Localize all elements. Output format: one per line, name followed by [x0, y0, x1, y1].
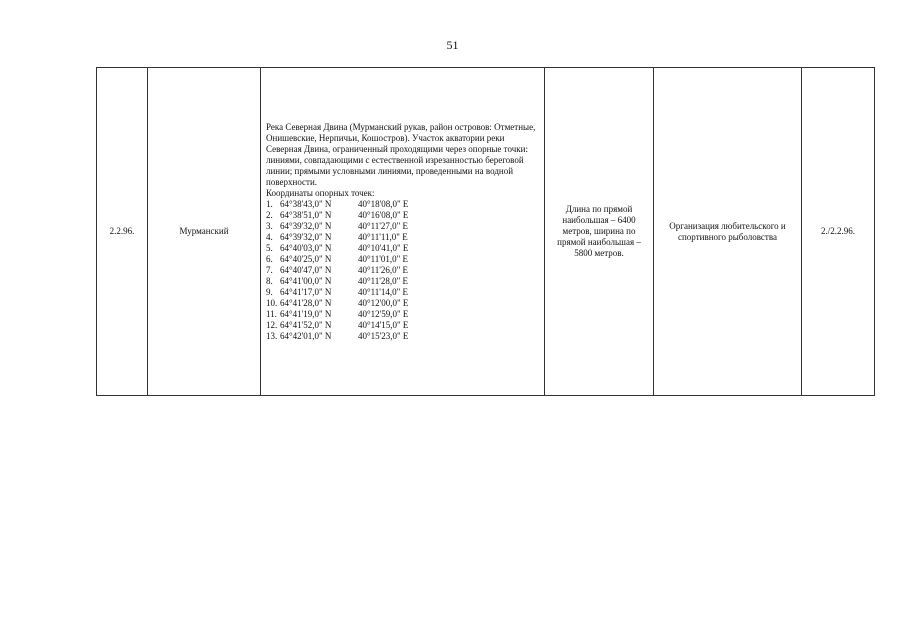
coordinate-item	[266, 232, 540, 243]
description-text: Река Северная Двина (Мурманский рукав, район островов: Отметные, Онишевские, Нерпичьи, Кошостров). Участок акватории реки Северная Двина, ограниченный проходящими через опорные точки: линиями, совпадающими с естественной изрезанностью береговой линии; прямыми условными линиями, проведенными на водной поверхности.	[266, 121, 536, 187]
coordinate-longitude: 40°11'14,0" E	[358, 286, 409, 297]
coordinate-latitude: 64°38'43,0" N	[280, 198, 332, 209]
coordinate-longitude: 40°11'28,0" E	[358, 275, 409, 286]
coordinate-longitude: 40°11'01,0" E	[358, 253, 409, 264]
coordinate-index: 8.	[266, 275, 273, 286]
coordinate-item	[266, 331, 540, 342]
coordinate-longitude: 40°12'00,0" E	[358, 297, 409, 308]
coordinate-latitude: 64°41'17,0" N	[280, 286, 332, 297]
coordinate-longitude: 40°12'59,0" E	[358, 308, 409, 319]
coordinate-index: 10.	[266, 297, 278, 308]
size-text: Длина по прямой наибольшая – 6400 метров, ширина по прямой наибольшая – 5800 метров.	[557, 204, 641, 258]
coordinate-latitude: 64°41'19,0" N	[280, 308, 332, 319]
coordinate-item	[266, 298, 540, 309]
coordinate-longitude: 40°18'08,0" E	[358, 198, 409, 209]
coordinate-index: 2.	[266, 209, 273, 220]
purpose-cell	[654, 68, 802, 396]
coordinate-latitude: 64°40'25,0" N	[280, 253, 332, 264]
coordinate-longitude: 40°14'15,0" E	[358, 319, 409, 330]
coordinate-latitude: 64°39'32,0" N	[280, 220, 332, 231]
coordinate-index: 1.	[266, 198, 273, 209]
coordinate-latitude: 64°41'00,0" N	[280, 275, 332, 286]
coordinate-latitude: 64°39'32,0" N	[280, 231, 332, 242]
coordinate-latitude: 64°41'28,0" N	[280, 297, 332, 308]
purpose-text: Организация любительского и спортивного рыболовства	[669, 220, 786, 242]
coordinate-latitude: 64°38'51,0" N	[280, 209, 332, 220]
page-number: 51	[446, 38, 459, 52]
coordinate-index: 9.	[266, 286, 273, 297]
coordinate-item	[266, 265, 540, 276]
coordinate-index: 5.	[266, 242, 273, 253]
coordinate-longitude: 40°10'41,0" E	[358, 242, 409, 253]
coordinate-latitude: 64°40'03,0" N	[280, 242, 332, 253]
row-number-cell: 2.2.96.	[97, 68, 148, 396]
coordinate-longitude: 40°11'26,0" E	[358, 264, 409, 275]
coordinate-item	[266, 221, 540, 232]
coordinate-longitude: 40°16'08,0" E	[358, 209, 409, 220]
coordinate-index: 3.	[266, 220, 273, 231]
fishing-areas-table	[96, 67, 875, 396]
coordinate-item	[266, 243, 540, 254]
coordinate-item	[266, 320, 540, 331]
coordinates-header: Координаты опорных точек:	[266, 187, 375, 198]
size-cell	[545, 68, 654, 396]
coordinate-longitude: 40°11'11,0" E	[358, 231, 408, 242]
coordinate-index: 7.	[266, 264, 273, 275]
coordinate-index: 13.	[266, 330, 278, 341]
coordinate-item	[266, 276, 540, 287]
coordinate-item	[266, 254, 540, 265]
coordinate-index: 6.	[266, 253, 273, 264]
coordinate-index: 11.	[266, 308, 277, 319]
coordinate-latitude: 64°42'01,0" N	[280, 330, 332, 341]
coordinate-item	[266, 309, 540, 320]
coordinate-latitude: 64°41'52,0" N	[280, 319, 332, 330]
district-cell: Мурманский	[148, 68, 261, 396]
coordinate-item	[266, 210, 540, 221]
coordinate-longitude: 40°11'27,0" E	[358, 220, 409, 231]
coordinate-latitude: 64°40'47,0" N	[280, 264, 332, 275]
description-cell	[261, 68, 545, 396]
description-block	[261, 122, 544, 342]
coordinate-item	[266, 199, 540, 210]
coordinate-index: 4.	[266, 231, 273, 242]
coordinate-index: 12.	[266, 319, 278, 330]
table-row	[97, 68, 875, 396]
coordinate-longitude: 40°15'23,0" E	[358, 330, 409, 341]
reference-cell: 2./2.2.96.	[802, 68, 875, 396]
coordinate-item	[266, 287, 540, 298]
coordinates-list	[266, 199, 540, 342]
